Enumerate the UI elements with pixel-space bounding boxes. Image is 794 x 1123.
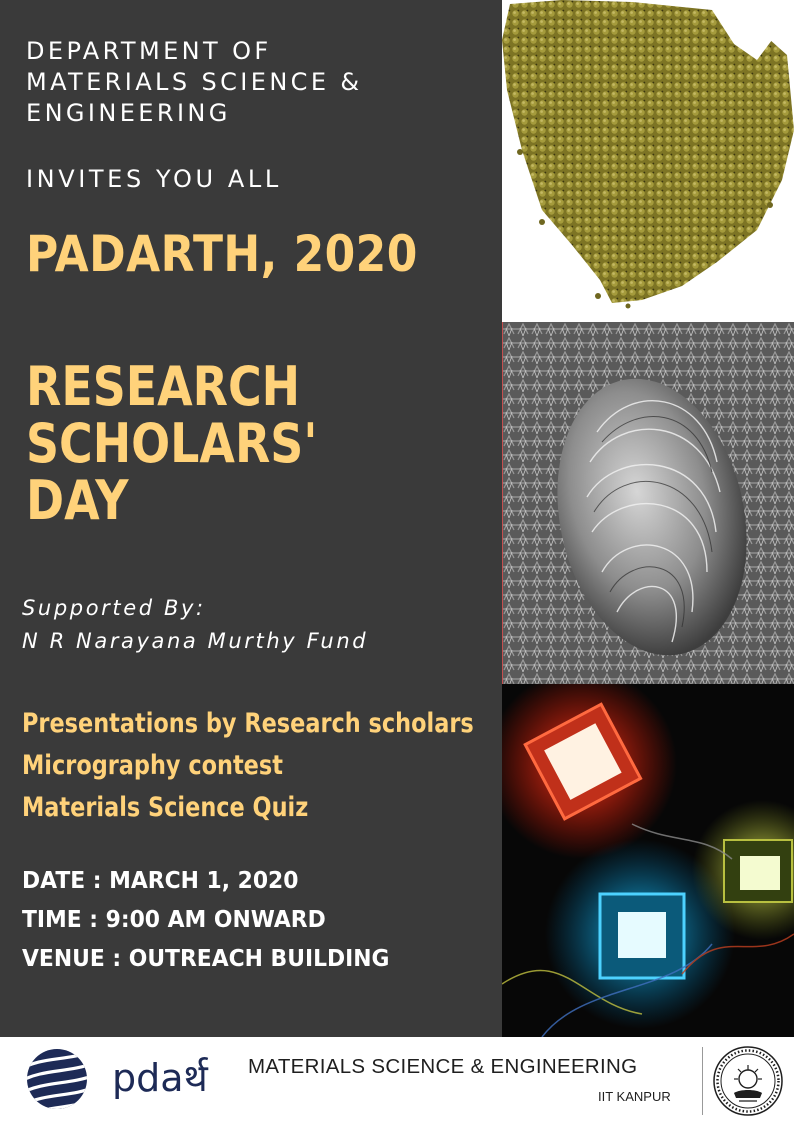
- event-venue: VENUE : OUTREACH BUILDING: [22, 946, 390, 972]
- department-line: ENGINEERING: [26, 99, 231, 127]
- event-list: [22, 703, 474, 829]
- padarth-logo-text: pdaर्थ: [112, 1056, 208, 1100]
- event-subtitle: [26, 355, 434, 532]
- subtitle-line: SCHOLARS': [26, 412, 318, 475]
- department-line: MATERIALS SCIENCE &: [26, 68, 363, 96]
- subtitle-line: RESEARCH: [26, 355, 301, 418]
- event-title: PADARTH, 2020: [26, 225, 418, 283]
- footer-institute-name: IIT KANPUR: [598, 1089, 671, 1104]
- event-item: Materials Science Quiz: [22, 792, 309, 823]
- department-line: DEPARTMENT OF: [26, 37, 272, 65]
- event-time: TIME : 9:00 AM ONWARD: [22, 907, 326, 933]
- support-name: N R Narayana Murthy Fund: [22, 629, 369, 653]
- support-block: [22, 592, 368, 658]
- footer-divider: [702, 1047, 703, 1115]
- globe-stripes-icon: [25, 1047, 89, 1111]
- subtitle-line: DAY: [26, 469, 129, 532]
- event-details: [22, 862, 469, 979]
- invite-text: INVITES YOU ALL: [26, 165, 282, 193]
- event-item: Micrography contest: [22, 750, 283, 781]
- footer: [0, 1037, 794, 1123]
- sem-micrograph-image: [502, 322, 794, 684]
- department-heading: [26, 36, 496, 129]
- footer-department-name: MATERIALS SCIENCE & ENGINEERING: [248, 1055, 638, 1078]
- iit-kanpur-seal-icon: [712, 1045, 784, 1117]
- porous-structure-image: [502, 0, 794, 322]
- event-date: DATE : MARCH 1, 2020: [22, 868, 299, 894]
- led-devices-image: [502, 684, 794, 1037]
- support-label: Supported By:: [22, 596, 206, 620]
- event-item: Presentations by Research scholars: [22, 708, 474, 739]
